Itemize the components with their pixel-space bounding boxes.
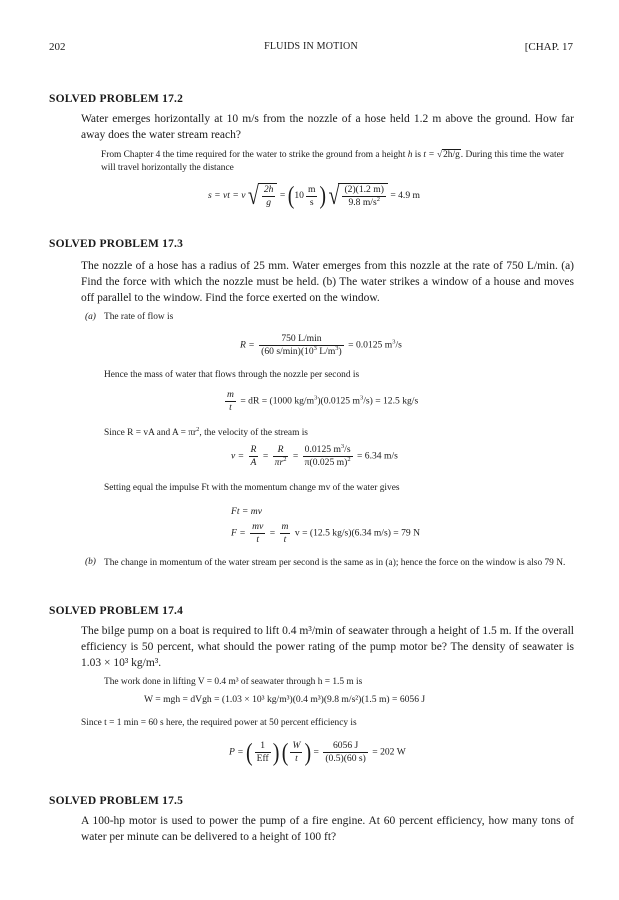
equation-mass-rate: $\frac{m}{t}$ = dR = (1000 $kg/m^3)(0.0125$ $m^3/s) = 12.5$ kg/s: [227, 389, 419, 413]
equation-velocity: v = $\frac{R}{A}$ = $\frac{R}{\pi r^2}$ = $\frac{0.0125 m^3/s}{\pi(0.025 m)^2}$ = 6.34 m/s: [231, 443, 398, 468]
part-a-text: The rate of flow is: [104, 312, 174, 322]
equation-work: W = mgh = dVgh = (1.03 × 10³ kg/m³)(0.4 m³)(9.8 m/s²)(1.5 m) = 6056 J: [144, 694, 426, 705]
problem-17-5-statement: A 100-hp motor is used to power the pump of a fire engine. At 60 percent efficiency, how many tons of water per minute can be delivered to a height of 100 ft?: [81, 815, 574, 843]
part-a-label: (a): [85, 312, 96, 322]
problem-17-5-heading: SOLVED PROBLEM 17.5: [49, 795, 184, 807]
equation-impulse: Ft = mv: [231, 506, 262, 517]
problem-17-3-heading: SOLVED PROBLEM 17.3: [49, 238, 184, 250]
problem-17-3-statement: The nozzle of a hose has a radius of 25 mm. Water emerges from this nozzle at the rate of 750 L/min. (a) Find the force with which the nozzle must be held. (b) The water strikes a window of a house and moves off parallel to the window. Find the force exerted on the window.: [81, 260, 574, 304]
power-since-text: Since t = 1 min = 60 s here, the required power at 50 percent efficiency is: [81, 718, 357, 728]
page-number: 202: [49, 41, 66, 53]
problem-17-2-heading: SOLVED PROBLEM 17.2: [49, 93, 184, 105]
equation-force: F = $\frac{mv}{t}$ = $\frac{m}{t}$ v = (12.5 kg/s)(6.34 m/s) = 79 N: [231, 521, 421, 545]
equation-flow-rate: R = $\frac{750 L/\min}{(60 s/\min)(10^3 L/m^3)}$ = 0.0125 $m^3/s$: [240, 333, 402, 357]
running-header: [49, 41, 573, 55]
work-text: The work done in lifting V = 0.4 m³ of seawater through h = 1.5 m is: [104, 677, 363, 687]
equation-distance: s = vt = v √ $\frac{2h}{g}$ = (10 $\frac{m}{s}$ ) √ $\frac{(2)(1.2 m)}{9.8 m/s^2}$ = 4.9 m: [208, 181, 420, 211]
mass-text: Hence the mass of water that flows through the nozzle per second is: [104, 370, 360, 380]
impulse-text: Setting equal the impulse Ft with the momentum change mv of the water gives: [104, 483, 400, 493]
problem-17-2-statement: Water emerges horizontally at 10 m/s from the nozzle of a hose held 1.2 m above the ground. How far away does the water stream reach?: [81, 113, 574, 141]
chapter-label: [CHAP. 17: [524, 41, 573, 53]
equation-power: P = ( $\frac{1}{\text{Eff}}$ ) ( $\frac{W}{t}$ ) = $\frac{6056 J}{(0.5)(60 s)}$ = 202 W: [229, 738, 406, 767]
chapter-title: FLUIDS IN MOTION: [264, 41, 358, 52]
part-b-text: The change in momentum of the water stream per second is the same as in (a); hence the force on the window is also 79 N.: [104, 558, 566, 568]
problem-17-4-statement: The bilge pump on a boat is required to lift 0.4 m³/min of seawater through a height of 1.5 m. If the overall efficiency is 50 percent, what should the power rating of the pump motor be? The density of seawater is 1.03 × 10³ kg/m³.: [81, 625, 574, 669]
part-b-label: (b): [85, 557, 96, 567]
problem-17-4-heading: SOLVED PROBLEM 17.4: [49, 605, 184, 617]
problem-17-2-solution-text: From Chapter 4 the time required for the water to strike the ground from a height h is t = √2h/g. During this time the water will travel horizontally the distance: [101, 150, 564, 173]
since-text: Since R = vA and $A = \pi r^2$, the velocity of the stream is: [104, 426, 308, 438]
